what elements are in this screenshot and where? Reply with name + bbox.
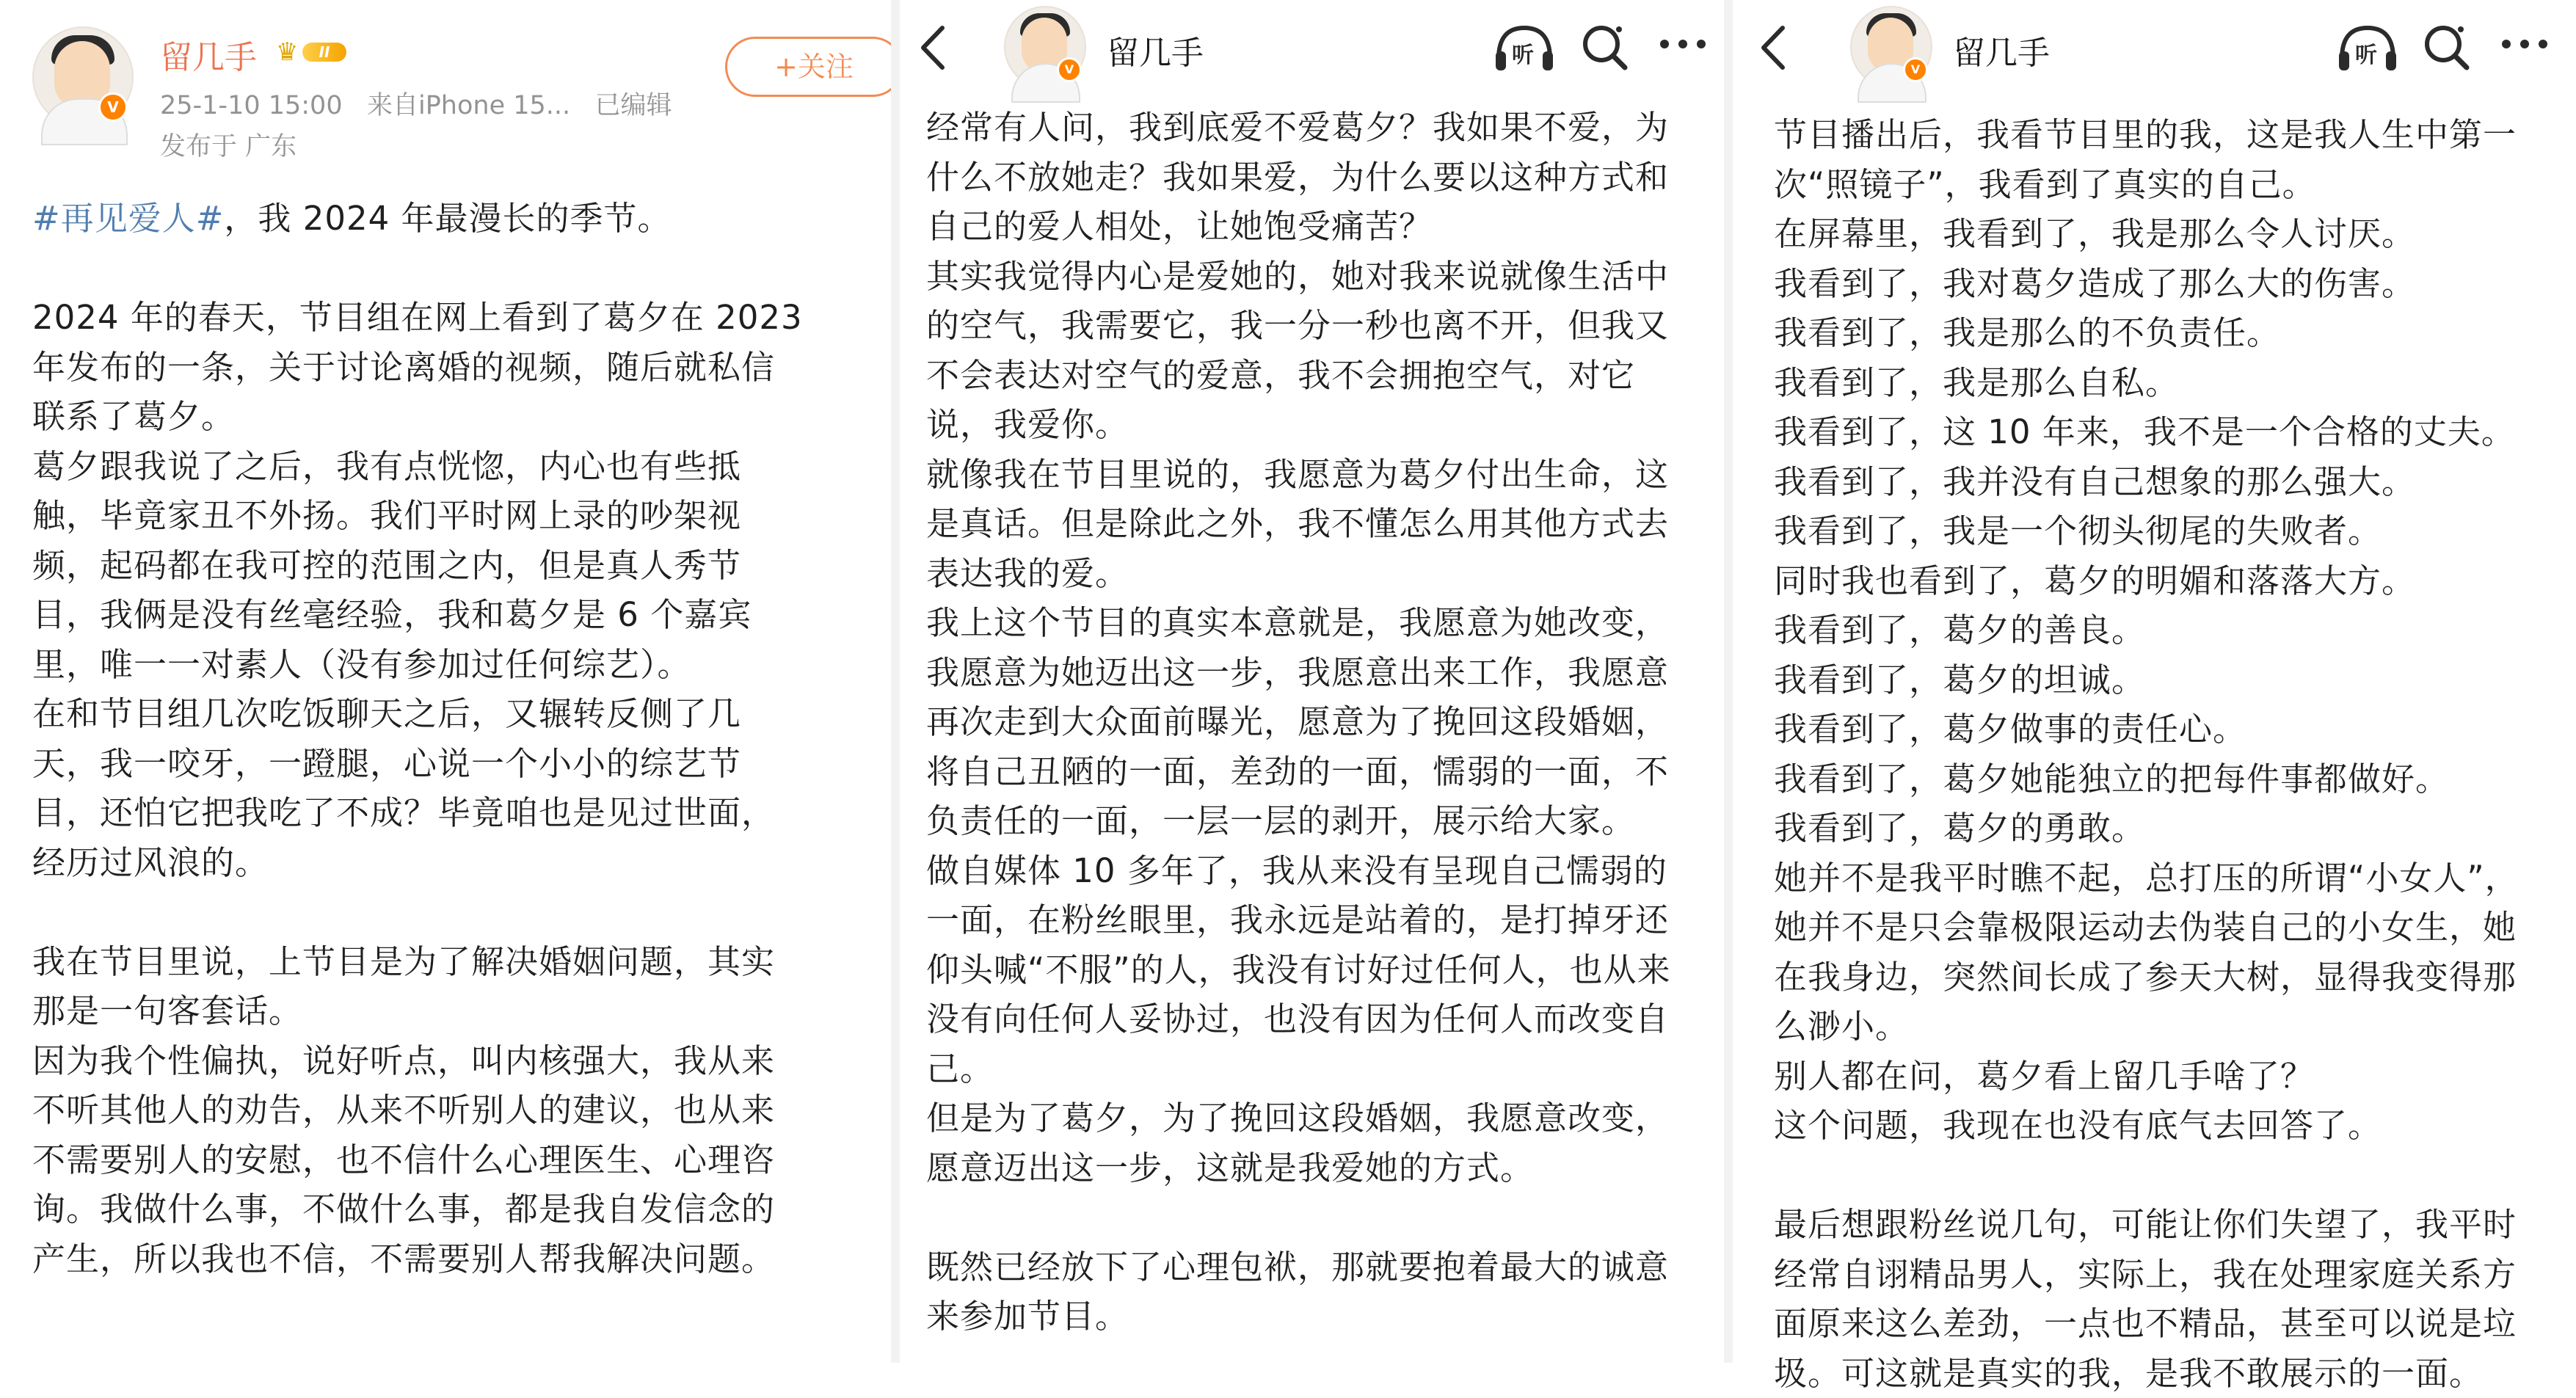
headphones-listen-icon[interactable] [1493, 22, 1556, 76]
post-line: 经常自诩精品男人，实际上，我在处理家庭关系方 [1774, 1250, 2574, 1300]
post-line: 触，毕竟家丑不外扬。我们平时网上录的吵架视 [32, 491, 884, 541]
post-line: 自己的爱人相处，让她饱受痛苦？ [926, 202, 1719, 252]
more-dots-icon[interactable] [1657, 37, 1709, 54]
listen-label: 听 [2355, 37, 2377, 69]
post-line: 产生，所以我也不信，不需要别人帮我解决问题。 [32, 1234, 884, 1284]
hashtag-link[interactable]: #再见爱人# [32, 199, 224, 238]
post-line: 既然已经放下了心理包袱，那就要抱着最大的诚意 [926, 1242, 1719, 1292]
post-line: 来参加节目。 [926, 1292, 1719, 1341]
post-line: 的空气，我需要它，我一分一秒也离不开，但我又 [926, 301, 1719, 351]
weibo-post-panel-3 [1733, 0, 2576, 1363]
post-line: 表达我的爱。 [926, 549, 1719, 599]
post-line: 我看到了，葛夕的坦诚。 [1774, 655, 2574, 705]
post-body [926, 103, 1719, 1341]
post-line: 其实我觉得内心是爱她的，她对我来说就像生活中 [926, 252, 1719, 302]
weibo-post-panel-1 [0, 0, 891, 1363]
post-line: 我看到了，我是那么的不负责任。 [1774, 308, 2574, 358]
post-line: 她并不是只会靠极限运动去伪装自己的小女生，她 [1774, 903, 2574, 953]
post-line: 目，我俩是没有丝毫经验，我和葛夕是 6 个嘉宾 [32, 590, 884, 640]
post-line: 我看到了，我是一个彻头彻尾的失败者。 [1774, 506, 2574, 556]
post-line-text: ，我 2024 年最漫长的季节。 [224, 199, 671, 238]
post-line: 负责任的一面，一层一层的剥开，展示给大家。 [926, 796, 1719, 846]
back-arrow-icon[interactable] [914, 22, 951, 84]
post-line: 再次走到大众面前曝光，愿意为了挽回这段婚姻， [926, 697, 1719, 747]
post-line: 在屏幕里，我看到了，我是那么令人讨厌。 [1774, 209, 2574, 259]
post-line: 我看到了，葛夕她能独立的把每件事都做好。 [1774, 754, 2574, 804]
level-badge [276, 40, 357, 65]
post-line: 节目播出后，我看节目里的我，这是我人生中第一 [1774, 110, 2574, 160]
post-line: 在我身边，突然间长成了参天大树，显得我变得那 [1774, 953, 2574, 1002]
username[interactable]: 留几手 [1107, 26, 1204, 73]
headphones-listen-icon[interactable] [2336, 22, 2399, 76]
paragraph-gap [1774, 1151, 2574, 1201]
post-line: 这个问题，我现在也没有底气去回答了。 [1774, 1101, 2574, 1151]
username[interactable]: 留几手 [1953, 26, 2050, 73]
listen-label: 听 [1512, 37, 1534, 69]
follow-button[interactable]: +关注 [725, 37, 903, 97]
post-line: 目，还怕它把我吃了不成？毕竟咱也是见过世面， [32, 788, 884, 838]
post-line: 我看到了，我对葛夕造成了那么大的伤害。 [1774, 259, 2574, 309]
verified-v-badge-icon: V [1057, 57, 1082, 82]
post-line: 天，我一咬牙，一蹬腿，心说一个小小的综艺节 [32, 739, 884, 789]
verified-v-badge-icon: V [1903, 57, 1928, 82]
post-line: 经常有人问，我到底爱不爱葛夕？我如果不爱，为 [926, 103, 1719, 153]
paragraph-gap [32, 244, 884, 294]
post-line: 己。 [926, 1044, 1719, 1094]
post-body [32, 194, 884, 1284]
post-line: 我看到了，我是那么自私。 [1774, 358, 2574, 408]
divider [1724, 0, 1733, 1363]
post-line: 频，起码都在我可控的范围之内，但是真人秀节 [32, 541, 884, 591]
post-line: 年发布的一条，关于讨论离婚的视频，随后就私信 [32, 343, 884, 393]
post-line: 我在节目里说，上节目是为了解决婚姻问题，其实 [32, 937, 884, 987]
divider [891, 0, 900, 1363]
post-location: 发布于 广东 [160, 126, 296, 163]
post-line: 最后想跟粉丝说几句，可能让你们失望了，我平时 [1774, 1200, 2574, 1250]
post-line: 同时我也看到了，葛夕的明媚和落落大方。 [1774, 556, 2574, 606]
post-line: 不听其他人的劝告，从来不听别人的建议，也从来 [32, 1085, 884, 1135]
search-icon[interactable] [2421, 22, 2473, 76]
post-line: 我看到了，葛夕做事的责任心。 [1774, 705, 2574, 754]
post-line: 葛夕跟我说了之后，我有点恍惚，内心也有些抵 [32, 442, 884, 492]
post-line: 次“照镜子”，我看到了真实的自己。 [1774, 160, 2574, 210]
post-line: 那是一句客套话。 [32, 986, 884, 1036]
post-line: 没有向任何人妥协过，也没有因为任何人而改变自 [926, 994, 1719, 1044]
post-line: 圾。可这就是真实的我，是我不敢展示的一面。 [1774, 1349, 2574, 1398]
post-line: 因为我个性偏执，说好听点，叫内核强大，我从来 [32, 1036, 884, 1086]
post-line [32, 194, 884, 244]
post-line: 做自媒体 10 多年了，我从来没有呈现自己懦弱的 [926, 846, 1719, 896]
level-number: II [302, 43, 346, 62]
post-line: 询。我做什么事，不做什么事，都是我自发信念的 [32, 1184, 884, 1234]
search-icon[interactable] [1579, 22, 1631, 76]
post-line: 愿意迈出这一步，这就是我爱她的方式。 [926, 1143, 1719, 1193]
post-body [1774, 110, 2574, 1398]
post-meta: 25-1-10 15:00 来自iPhone 15... 已编辑 [160, 85, 672, 122]
weibo-post-panel-2 [900, 0, 1724, 1363]
paragraph-gap [926, 1193, 1719, 1242]
more-dots-icon[interactable] [2499, 37, 2550, 54]
post-line: 么渺小。 [1774, 1002, 2574, 1052]
post-line: 不需要别人的安慰，也不信什么心理医生、心理咨 [32, 1135, 884, 1185]
post-line: 将自己丑陋的一面，差劲的一面，懦弱的一面，不 [926, 747, 1719, 797]
back-arrow-icon[interactable] [1755, 22, 1791, 76]
post-line: 什么不放她走？我如果爱，为什么要以这种方式和 [926, 153, 1719, 203]
post-line: 她并不是我平时瞧不起，总打压的所谓“小女人”， [1774, 853, 2574, 903]
post-line: 面原来这么差劲，一点也不精品，甚至可以说是垃 [1774, 1299, 2574, 1349]
post-line: 但是为了葛夕，为了挽回这段婚姻，我愿意改变， [926, 1093, 1719, 1143]
verified-v-badge-icon: V [98, 92, 128, 122]
post-line: 是真话。但是除此之外，我不懂怎么用其他方式去 [926, 499, 1719, 549]
post-line: 经历过风浪的。 [32, 838, 884, 888]
post-line: 在和节目组几次吃饭聊天之后，又辗转反侧了几 [32, 689, 884, 739]
post-line: 别人都在问，葛夕看上留几手啥了？ [1774, 1052, 2574, 1102]
post-line: 里，唯一一对素人（没有参加过任何综艺）。 [32, 640, 884, 690]
post-line: 我看到了，这 10 年来，我不是一个合格的丈夫。 [1774, 407, 2574, 457]
post-line: 我上这个节目的真实本意就是，我愿意为她改变， [926, 598, 1719, 648]
post-line: 就像我在节目里说的，我愿意为葛夕付出生命，这 [926, 450, 1719, 500]
username[interactable]: 留几手 [160, 31, 257, 78]
post-line: 2024 年的春天，节目组在网上看到了葛夕在 2023 [32, 293, 884, 343]
crown-icon: ♛ [276, 40, 298, 65]
post-line: 联系了葛夕。 [32, 392, 884, 442]
paragraph-gap [32, 887, 884, 937]
post-line: 一面，在粉丝眼里，我永远是站着的，是打掉牙还 [926, 895, 1719, 945]
post-line: 我看到了，葛夕的善良。 [1774, 605, 2574, 655]
post-line: 不会表达对空气的爱意，我不会拥抱空气，对它 [926, 351, 1719, 401]
post-line: 我看到了，我并没有自己想象的那么强大。 [1774, 457, 2574, 507]
post-line: 仰头喊“不服”的人，我没有讨好过任何人，也从来 [926, 945, 1719, 995]
post-line: 说，我爱你。 [926, 400, 1719, 450]
post-line: 我愿意为她迈出这一步，我愿意出来工作，我愿意 [926, 648, 1719, 698]
post-line: 我看到了，葛夕的勇敢。 [1774, 804, 2574, 853]
